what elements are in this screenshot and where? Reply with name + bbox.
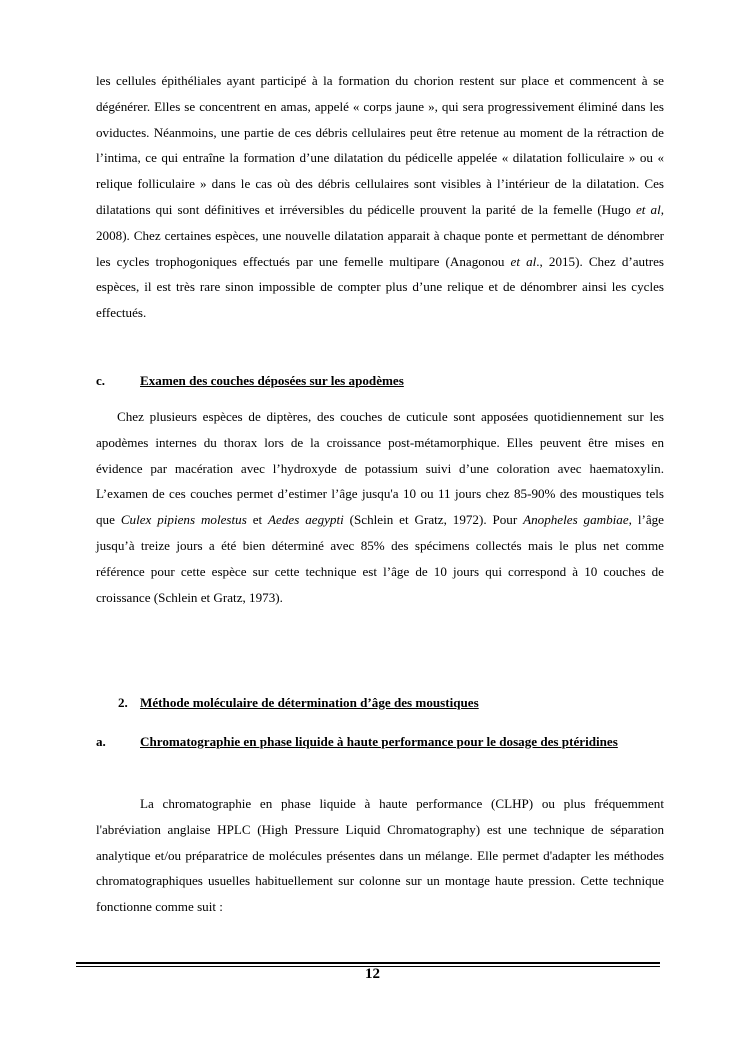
text-run: , 2008). Chez certaines espèces, une nouvelle dilatation apparait à chaque ponte et permettant de dénombrer les cycles trophogoniques effectués par une femelle multipare (Anagonou bbox=[96, 201, 665, 269]
species-name: Culex pipiens molestus bbox=[120, 512, 247, 528]
citation-et-al: et al bbox=[510, 253, 537, 269]
paragraph-hplc: La chromatographie en phase liquide à haute performance (CLHP) ou plus fréquemment l'abréviation anglaise HPLC (High Pressure Liquid Chromatography) est une technique de séparation analytique et/ou préparatrice de molécules présentes dans un mélange. Elle permet d'adapter les méthodes chromatographiques usuelles habituellement sur colonne sur un montage haute pression. Cette technique fonctionne comme suit : bbox=[96, 796, 664, 915]
section-title: Examen des couches déposées sur les apodèmes bbox=[140, 373, 404, 388]
citation-et-al: et al bbox=[635, 201, 661, 217]
paragraph-corps-jaune bbox=[96, 68, 664, 326]
text-run: (Schlein et Gratz, 1972). Pour bbox=[343, 512, 524, 528]
section-number: 2. bbox=[118, 695, 128, 710]
section-heading-a bbox=[96, 729, 664, 755]
section-heading-c bbox=[96, 368, 664, 394]
paragraph-apodemes bbox=[96, 404, 664, 610]
footer-rule bbox=[76, 962, 660, 964]
section-label: a. bbox=[96, 734, 106, 749]
text-run: Chez plusieurs espèces de diptères, des couches de cuticule sont apposées quotidiennement sur les apodèmes internes du thorax lors de la croissance post-métamorphique. Elles peuvent être mises en évidence par macération avec l’hydroxyde de potassium suivi d’une coloration avec haematoxylin. L’examen de ces couches permet d’estimer l’âge jusqu'a 10 ou 11 jours chez 85-90% des moustiques tels que bbox=[96, 409, 664, 528]
section-title: Chromatographie en phase liquide à haute performance pour le dosage des ptéridines bbox=[140, 734, 618, 749]
text-run: les cellules épithéliales ayant participé à la formation du chorion restent sur place et commencent à se dégénérer. Elles se concentrent en amas, appelé « corps jaune », qui sera progressivement éliminé dans les oviductes. Néanmoins, une partie de ces débris cellulaires peut être retenue au moment de la rétraction de l’intima, ce qui entraîne la formation d’une dilatation du pédicelle appelée « dilatation folliculaire » ou « relique folliculaire » dans le cas où des débris cellulaires sont visibles à l’intérieur de la dilatation. Ces dilatations qui sont définitives et irréversibles du pédicelle prouvent la parité de la femelle (Hugo bbox=[96, 73, 664, 217]
species-name: Aedes aegypti bbox=[268, 512, 344, 528]
page-number: 12 bbox=[365, 966, 380, 982]
section-heading-2 bbox=[118, 690, 664, 716]
text-run: et bbox=[246, 512, 269, 528]
section-title: Méthode moléculaire de détermination d’âge des moustiques bbox=[140, 695, 479, 710]
text-run: , l’âge jusqu’à treize jours a été bien déterminé avec 85% des spécimens collectés mais le plus net comme référence pour cette espèce sur cette technique est l’âge de 10 jours qui correspond à 10 couches de croissance (Schlein et Gratz, 1973). bbox=[96, 512, 664, 605]
species-name: Anopheles gambiae bbox=[523, 512, 629, 528]
section-label: c. bbox=[96, 373, 106, 388]
text-run: ., 2015). Chez d’autres espèces, il est très rare sinon impossible de compter plus d’une relique et de dénombrer ainsi les cycles effectués. bbox=[96, 253, 664, 321]
